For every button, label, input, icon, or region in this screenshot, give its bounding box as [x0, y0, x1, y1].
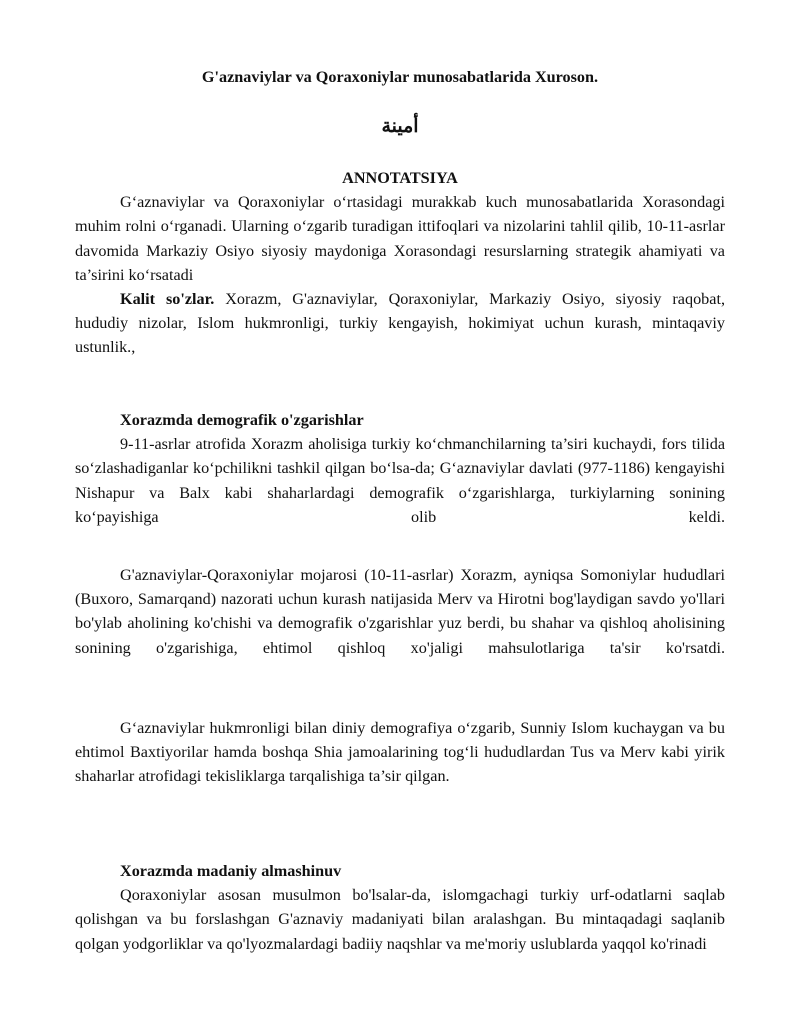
keywords-text: Xorazm, G'aznaviylar, Qoraxoniylar, Markaziy Osiyo, siyosiy raqobat, hududiy nizolar, Islom hukmronligi, turkiy kengayish, hokimiyat uchun kurash, mintaqaviy ustunlik.,: [75, 290, 725, 357]
section-demographic-p2-block: [75, 563, 725, 660]
section-cultural: [75, 859, 725, 956]
annotation-text: G‘aznaviylar va Qoraxoniylar o‘rtasidagi murakkab kuch munosabatlarida Xorasondagi muhim rolni o‘rganadi. Ularning o‘zgarib turadigan ittifoqlari va nizolarini tahlil qilib, 10-11-asrlar davomida Markaziy Osiyo siyosiy maydoniga Xorasondagi resurslarning strategik ahamiyati va ta’sirini ko‘rsatadi: [75, 193, 725, 284]
section-demographic: [75, 408, 725, 529]
document-title: G'aznaviylar va Qoraxoniylar munosabatlarida Xuroson.: [201, 68, 599, 86]
author-name: أمينة: [381, 116, 419, 137]
demographic-paragraph-3: G‘aznaviylar hukmronligi bilan diniy demografiya o‘zgarib, Sunniy Islom kuchaygan va bu ehtimol Baxtiyorilar hamda boshqa Shia jamoalarining tog‘li hududlardan Tus va Merv kabi yirik shaharlar atrofidagi tekisliklarga tarqalishiga ta’sir qilgan.: [75, 719, 725, 786]
section-heading-cultural: Xorazmda madaniy almashinuv: [120, 862, 342, 880]
keywords-paragraph: [75, 287, 725, 360]
annotation-heading: ANNOTATSIYA: [342, 169, 458, 187]
section-heading-demographic: Xorazmda demografik o'zgarishlar: [120, 411, 364, 429]
cultural-paragraph-1: Qoraxoniylar asosan musulmon bo'lsalar-da, islomgachagi turkiy urf-odatlarni saqlab qolishgan va bu forslashgan G'aznaviy madaniyati bilan aralashgan. Bu mintaqadagi saqlanib qolgan yodgorliklar va qo'lyozmalardagi badiiy naqshlar va me'moriy uslublarda yaqqol ko'rinadi: [75, 886, 725, 953]
demographic-paragraph-1: 9-11-asrlar atrofida Xorazm aholisiga turkiy ko‘chmanchilarning ta’siri kuchaydi, fors tilida so‘zlashadiganlar ko‘pchilikni tashkil qilgan bo‘lsa-da; G‘aznaviylar davlati (977-1186) kengayishi Nishapur va Balx kabi shaharlardagi demografik o‘zgarishlarga, turkiylarning sonining ko‘payishiga olib keldi.: [75, 435, 725, 526]
section-demographic-p3-block: [75, 716, 725, 789]
demographic-paragraph-2: G'aznaviylar-Qoraxoniylar mojarosi (10-11-asrlar) Xorazm, ayniqsa Somoniylar hududlari (Buxoro, Samarqand) nazorati uchun kurash natijasida Merv va Hirotni bog'laydigan savdo yo'llari bo'ylab aholining ko'chishi va demografik o'zgarishlar yuz berdi, bu shahar va qishloq aholisining sonining o'zgarishiga, ehtimol qishloq xo'jaligi mahsulotlariga ta'sir ko'rsatdi.: [75, 566, 725, 657]
annotation-section: [75, 166, 725, 360]
keywords-label: Kalit so'zlar.: [120, 290, 215, 309]
